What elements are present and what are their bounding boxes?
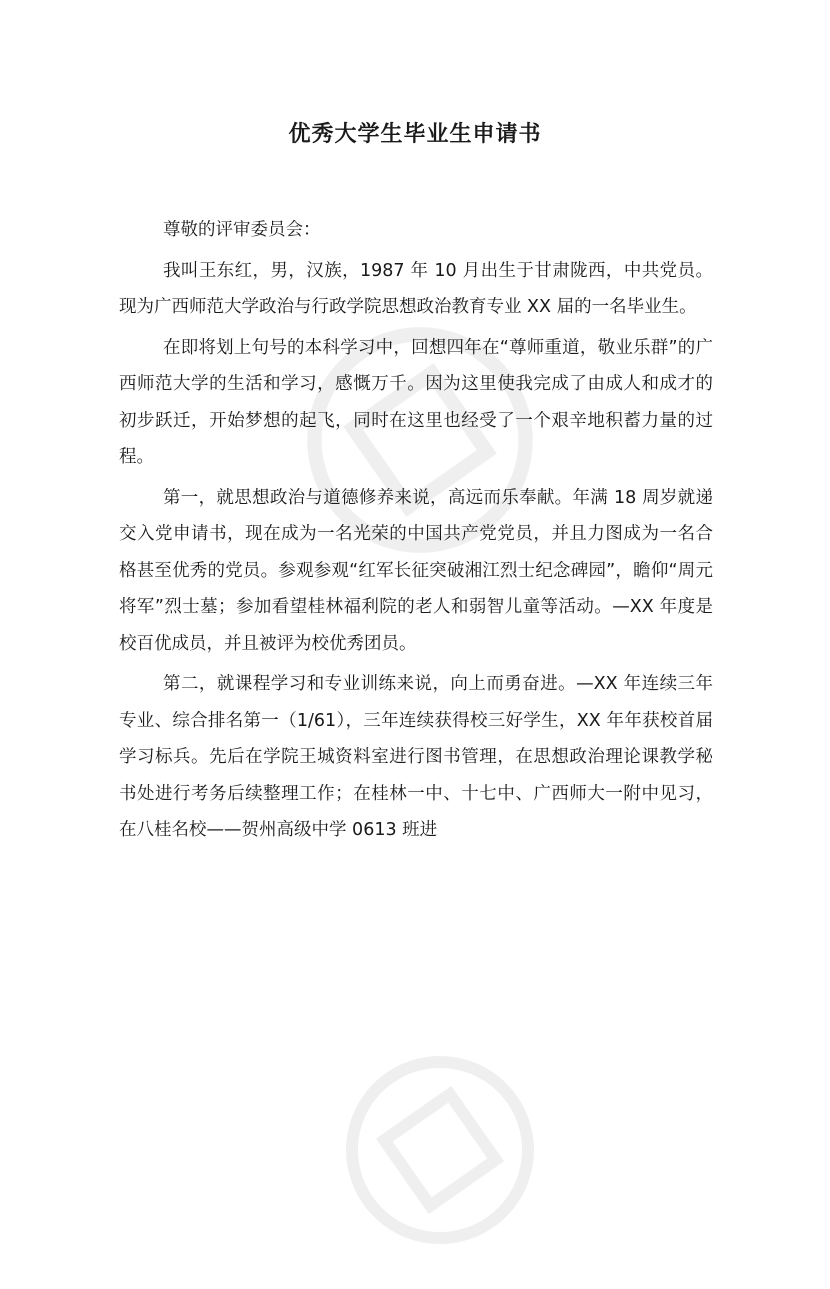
salutation: 尊敬的评审委员会： — [163, 220, 321, 240]
paragraph: 我叫王东红，男，汉族，1987 年 10 月出生于甘肃陇西，中共党员。现为广西师范大学政治与行政学院思想政治教育专业 XX 届的一名毕业生。 — [119, 260, 713, 317]
watermark-logo — [301, 1011, 580, 1289]
paragraph: 第二，就课程学习和专业训练来说，向上而勇奋进。—XX 年连续三年专业、综合排名第一（1/61），三年连续获得校三好学生，XX 年年获校首届学习标兵。先后在学院王城资料室进行图书管理，在思想政治理论课教学秘书处进行考务后续整理工作；在桂林一中、十七中、广西师大一附中见习，在八桂名校——贺州高级中学 0613 班进 — [119, 674, 713, 840]
paragraph: 在即将划上句号的本科学习中，回想四年在“尊师重道，敬业乐群”的广西师范大学的生活和学习，感慨万千。因为这里使我完成了由成人和成才的初步跃迁，开始梦想的起飞，同时在这里也经受了一个艰辛地积蓄力量的过程。 — [119, 337, 713, 467]
paragraph: 第一，就思想政治与道德修养来说，高远而乐奉献。年满 18 周岁就递交入党申请书，现在成为一名光荣的中国共产党党员，并且力图成为一名合格甚至优秀的党员。参观参观“红军长征突破湘江烈士纪念碑园”，瞻仰“周元将军”烈士墓；参加看望桂林福利院的老人和弱智儿童等活动。—XX 年度是校百优成员，并且被评为校优秀团员。 — [119, 487, 713, 654]
document-body — [119, 212, 713, 849]
document-title: 优秀大学生毕业生申请书 — [288, 122, 542, 147]
